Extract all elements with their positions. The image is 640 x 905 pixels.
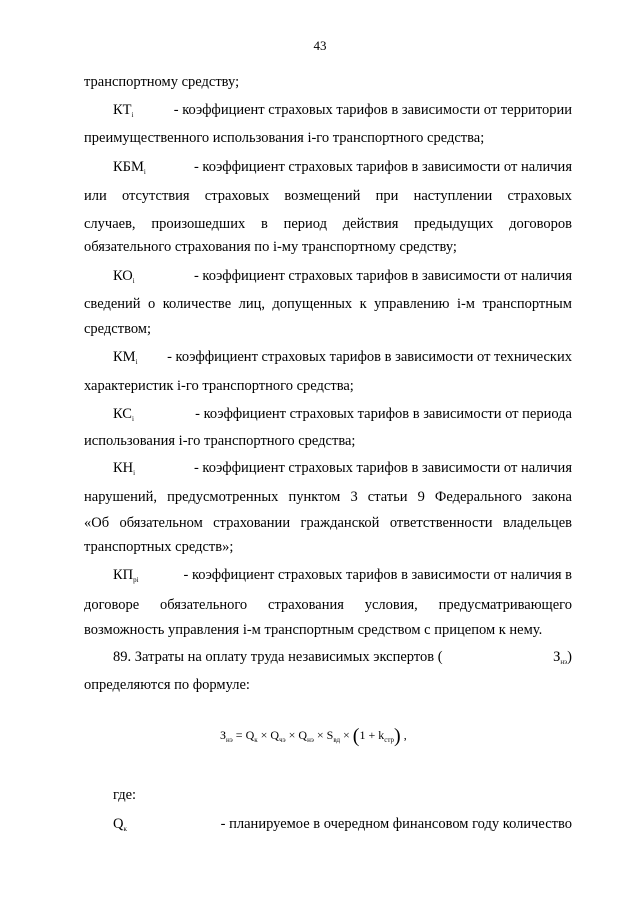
term — [113, 157, 146, 182]
term — [113, 100, 133, 125]
term-subscript: pi — [133, 576, 139, 584]
text-line — [84, 431, 355, 451]
text-fragment: возможность управления i-м транспортным средством с прицепом к нему. — [84, 622, 543, 638]
formula-bracket: ) — [394, 725, 401, 747]
formula-symbol: Q — [245, 728, 255, 742]
word: произошедших — [151, 216, 246, 232]
formula-operator: × — [340, 728, 353, 742]
text-line — [84, 319, 151, 339]
word: договоров — [509, 216, 572, 232]
term — [553, 647, 572, 672]
text-line — [84, 595, 572, 615]
word: обязательном — [119, 515, 203, 531]
word: наступлении — [413, 188, 493, 204]
text-line — [84, 487, 572, 507]
term-subscript: к — [123, 825, 127, 833]
term-subscript: i — [133, 469, 136, 477]
text-line — [84, 376, 354, 396]
word: пунктом — [288, 489, 341, 505]
text-line — [113, 157, 572, 182]
word: случаев, — [84, 216, 136, 232]
word: в — [260, 216, 268, 232]
formula-bracket: ( — [352, 725, 360, 747]
word: страховании — [213, 515, 291, 531]
formula-subscript: к — [254, 736, 258, 744]
term-symbol: КП — [113, 567, 134, 583]
word: отсутствия — [121, 188, 190, 204]
formula-subscript: стр — [384, 736, 395, 744]
text-fragment: обязательного страхования по i-му транспортному средству; — [84, 239, 457, 255]
term-symbol: КС — [113, 406, 132, 422]
word: владельцев — [502, 515, 572, 531]
word: страхования — [268, 597, 344, 613]
text-line — [113, 785, 136, 805]
word: период — [283, 216, 328, 232]
text-fragment: характеристик i-го транспортного средства; — [84, 378, 354, 394]
text-fragment: 89. Затраты на оплату труда независимых экспертов ( — [113, 649, 443, 665]
word: гражданской — [300, 515, 380, 531]
term — [113, 814, 127, 839]
text-line — [113, 347, 572, 372]
text-fragment: - коэффициент страховых тарифов в зависимости от периода — [195, 406, 572, 422]
word: ответственности — [389, 515, 493, 531]
word: предусмотренных — [167, 489, 279, 505]
formula-operator: × — [313, 728, 327, 742]
text-fragment: использования i-го транспортного средства; — [84, 433, 356, 449]
term-symbol: З — [553, 649, 561, 665]
term — [113, 458, 135, 483]
word: условия, — [364, 597, 418, 613]
term-symbol: КМ — [113, 349, 136, 365]
formula-operator: × — [257, 728, 271, 742]
text-line — [113, 458, 572, 483]
text-line — [84, 675, 250, 695]
text-line — [84, 620, 542, 640]
word: статьи — [367, 489, 408, 505]
word: предыдущих — [414, 216, 494, 232]
formula-operator: × — [285, 728, 299, 742]
word: лиц, — [238, 296, 265, 312]
word: количестве — [162, 296, 232, 312]
formula-subscript: нэ — [226, 736, 233, 744]
word: 9 — [417, 489, 425, 505]
text-fragment: преимущественного использования i-го транспортного средства; — [84, 130, 485, 146]
term-subscript: i — [135, 358, 138, 366]
text-fragment: определяются по формуле: — [84, 677, 250, 693]
text-fragment: - планируемое в очередном финансовом году количество — [220, 816, 572, 832]
word: действия — [342, 216, 399, 232]
term-subscript: i — [132, 277, 135, 285]
formula-subscript: вд — [333, 736, 341, 744]
formula-subscript: нэ — [307, 736, 314, 744]
word: обязательного — [159, 597, 248, 613]
word: о — [148, 296, 156, 312]
text-line — [113, 404, 572, 429]
term-subscript: i — [131, 415, 134, 423]
word: предусматривающего — [438, 597, 572, 613]
text-line — [84, 72, 239, 92]
term — [113, 266, 135, 291]
word: нарушений, — [84, 489, 158, 505]
text-line — [84, 237, 457, 257]
formula-symbol: Q — [270, 728, 280, 742]
text-fragment: где: — [113, 787, 137, 803]
text-line — [84, 214, 572, 234]
word: сведений — [84, 296, 141, 312]
word: i-м — [456, 296, 475, 312]
text-fragment: - коэффициент страховых тарифов в зависимости от наличия — [193, 159, 572, 175]
formula-symbol: 1 + k — [359, 728, 385, 742]
text-line — [113, 814, 572, 839]
formula-symbol: З — [220, 728, 227, 742]
text-fragment: - коэффициент страховых тарифов в зависимости от технических — [167, 349, 572, 365]
word: к — [359, 296, 367, 312]
text-line — [84, 294, 572, 314]
word: возмещений — [284, 188, 361, 204]
term — [113, 565, 139, 590]
term-symbol: КТ — [113, 102, 132, 118]
text-line — [84, 513, 572, 533]
term — [113, 347, 138, 372]
term-subscript: i — [131, 111, 134, 119]
text-fragment: средством; — [84, 321, 152, 337]
formula — [220, 725, 407, 748]
formula-subscript: чэ — [279, 736, 286, 744]
word: 3 — [350, 489, 358, 505]
term-subscript: i — [143, 168, 146, 176]
word: страховых — [204, 188, 270, 204]
text-fragment: - коэффициент страховых тарифов в зависимости от территории — [173, 102, 572, 118]
term-symbol: КН — [113, 460, 134, 476]
text-fragment: - коэффициент страховых тарифов в зависимости от наличия в — [183, 567, 572, 583]
text-line — [84, 537, 233, 557]
text-line — [113, 266, 572, 291]
term — [113, 404, 134, 429]
text-fragment: транспортных средств»; — [84, 539, 234, 555]
text-fragment: ) — [567, 649, 572, 665]
formula-punctuation: , — [400, 728, 407, 742]
term-subscript: нэ — [560, 658, 568, 666]
word: закона — [532, 489, 572, 505]
word: договоре — [84, 597, 140, 613]
word: страховых — [507, 188, 572, 204]
formula-symbol: S — [326, 728, 334, 742]
page-number: 43 — [313, 38, 327, 53]
text-fragment: - коэффициент страховых тарифов в зависимости от наличия — [193, 268, 572, 284]
term-symbol: Q — [113, 816, 124, 832]
text-line — [113, 647, 572, 672]
term-symbol: КБМ — [113, 159, 144, 175]
word: управлению — [374, 296, 450, 312]
word: при — [375, 188, 399, 204]
word: «Об — [84, 515, 110, 531]
text-fragment: - коэффициент страховых тарифов в зависимости от наличия — [193, 460, 572, 476]
text-line — [113, 565, 572, 590]
word: Федерального — [434, 489, 522, 505]
formula-operator: = — [232, 728, 246, 742]
word: транспортным — [482, 296, 572, 312]
formula-symbol: Q — [298, 728, 308, 742]
text-line — [113, 100, 572, 125]
word: или — [84, 188, 107, 204]
text-fragment: транспортному средству; — [84, 74, 240, 90]
text-line — [84, 128, 484, 148]
term-symbol: КО — [113, 268, 133, 284]
text-line — [84, 186, 572, 206]
word: допущенных — [272, 296, 353, 312]
